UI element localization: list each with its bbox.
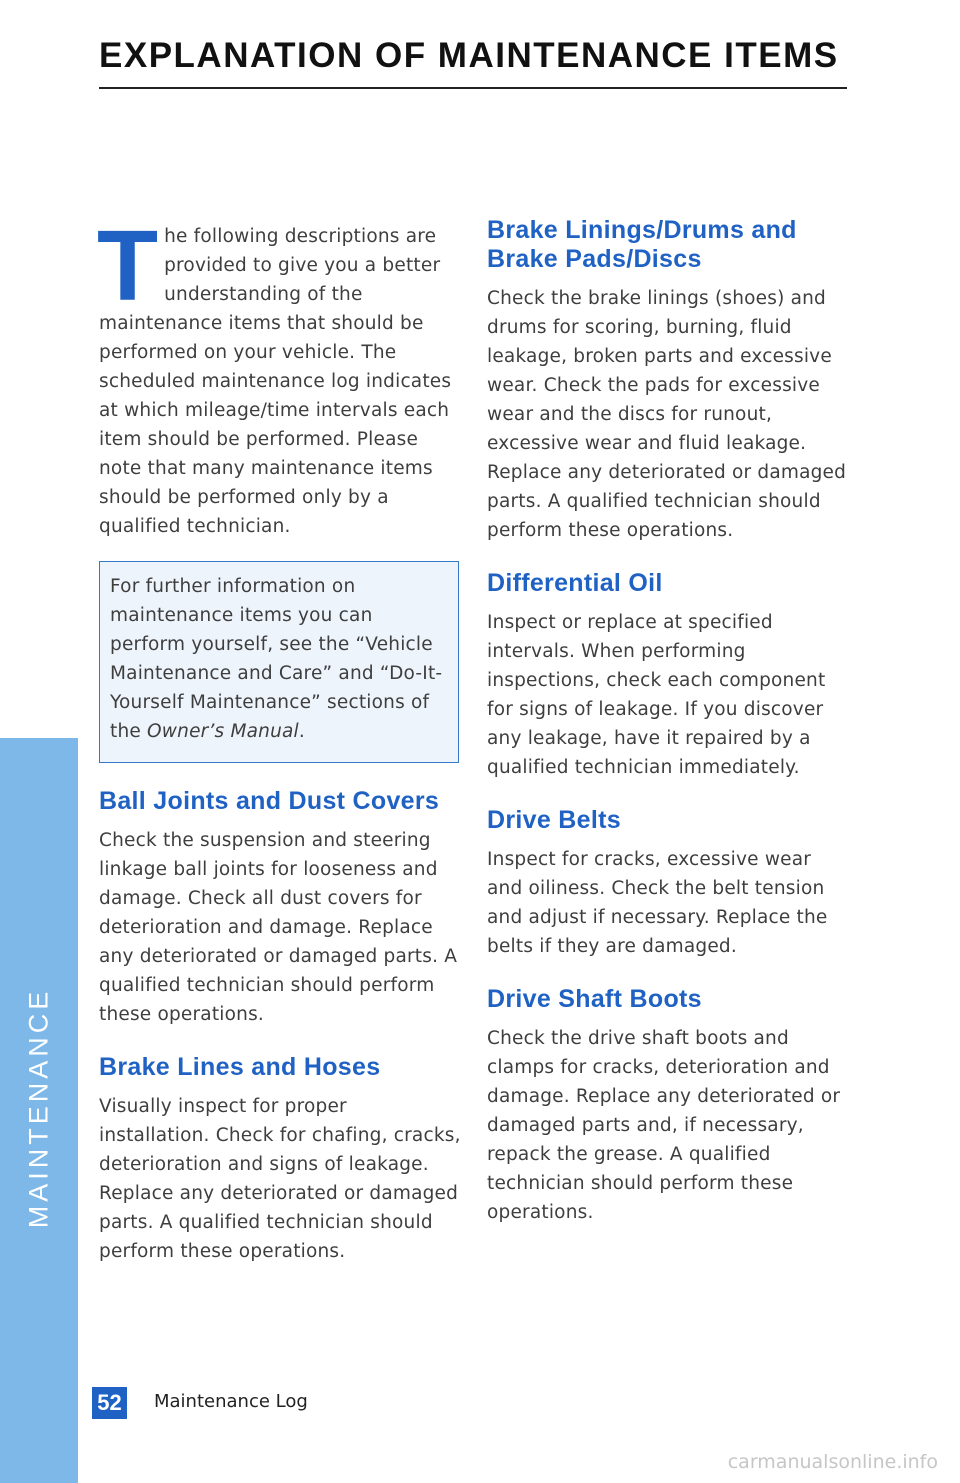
page-number: 52 xyxy=(92,1387,127,1419)
footer-label: Maintenance Log xyxy=(154,1391,308,1412)
page-title: EXPLANATION OF MAINTENANCE ITEMS xyxy=(99,36,839,75)
section-drive-belts xyxy=(487,806,847,961)
section-body: Check the suspension and steering linkage ball joints for looseness and damage. Check all dust covers for deterioration and damage. Replace any deteriorated or damaged parts. A qualified technician should perform these operations. xyxy=(99,830,458,1025)
section-brake-lines xyxy=(99,1053,461,1266)
info-box-lead: For further information on maintenance items you can perform yourself, see the “Vehicle Maintenance and Care” and “Do-It-Yourself Maintenance” sections of the xyxy=(110,576,443,742)
owners-manual-title: Owner’s Manual xyxy=(147,721,299,742)
info-box-suffix: . xyxy=(298,721,305,742)
section-heading: Drive Belts xyxy=(487,806,621,834)
right-column xyxy=(487,216,847,1227)
watermark: carmanualsonline.info xyxy=(727,1451,938,1473)
section-heading: Ball Joints and Dust Covers xyxy=(99,787,440,815)
intro-text: he following descriptions are provided to give you a better understanding of the maintenance items that should be performed on your vehicle. The scheduled maintenance log indicates at which mileage/time intervals each item should be performed. Please note that many maintenance items should be performed only by a qualified technician. xyxy=(99,226,452,537)
section-brake-linings xyxy=(487,216,847,545)
intro-paragraph xyxy=(97,210,461,541)
left-column xyxy=(97,210,461,1266)
side-tab-label: MAINTENANCE xyxy=(23,987,54,1229)
info-box-text xyxy=(110,572,448,746)
section-drive-shaft-boots xyxy=(487,985,847,1227)
section-heading: Brake Linings/Drums and Brake Pads/Discs xyxy=(487,216,797,273)
section-heading: Differential Oil xyxy=(487,569,663,597)
section-ball-joints xyxy=(99,787,461,1029)
section-heading: Brake Lines and Hoses xyxy=(99,1053,381,1081)
section-body: Check the drive shaft boots and clamps for cracks, deterioration and damage. Replace any deteriorated or damaged parts and, if necessary, repack the grease. A qualified technician should perform these operations. xyxy=(487,1028,841,1223)
section-differential-oil xyxy=(487,569,847,782)
section-heading: Drive Shaft Boots xyxy=(487,985,702,1013)
info-box xyxy=(99,561,459,763)
section-body: Check the brake linings (shoes) and drums for scoring, burning, fluid leakage, broken parts and excessive wear. Check the pads for excessive wear and the discs for runout, excessive wear and fluid leakage. Replace any deteriorated or damaged parts. A qualified technician should perform these operations. xyxy=(487,288,847,541)
section-body: Inspect for cracks, excessive wear and oiliness. Check the belt tension and adjust if necessary. Replace the belts if they are damaged. xyxy=(487,849,828,957)
drop-cap: T xyxy=(97,210,159,322)
section-body: Visually inspect for proper installation. Check for chafing, cracks, deterioration and signs of leakage. Replace any deteriorated or damaged parts. A qualified technician should perform these operations. xyxy=(99,1096,461,1262)
title-rule xyxy=(99,87,847,89)
section-body: Inspect or replace at specified intervals. When performing inspections, check each component for signs of leakage. If you discover any leakage, have it repaired by a qualified technician immediately. xyxy=(487,612,826,778)
